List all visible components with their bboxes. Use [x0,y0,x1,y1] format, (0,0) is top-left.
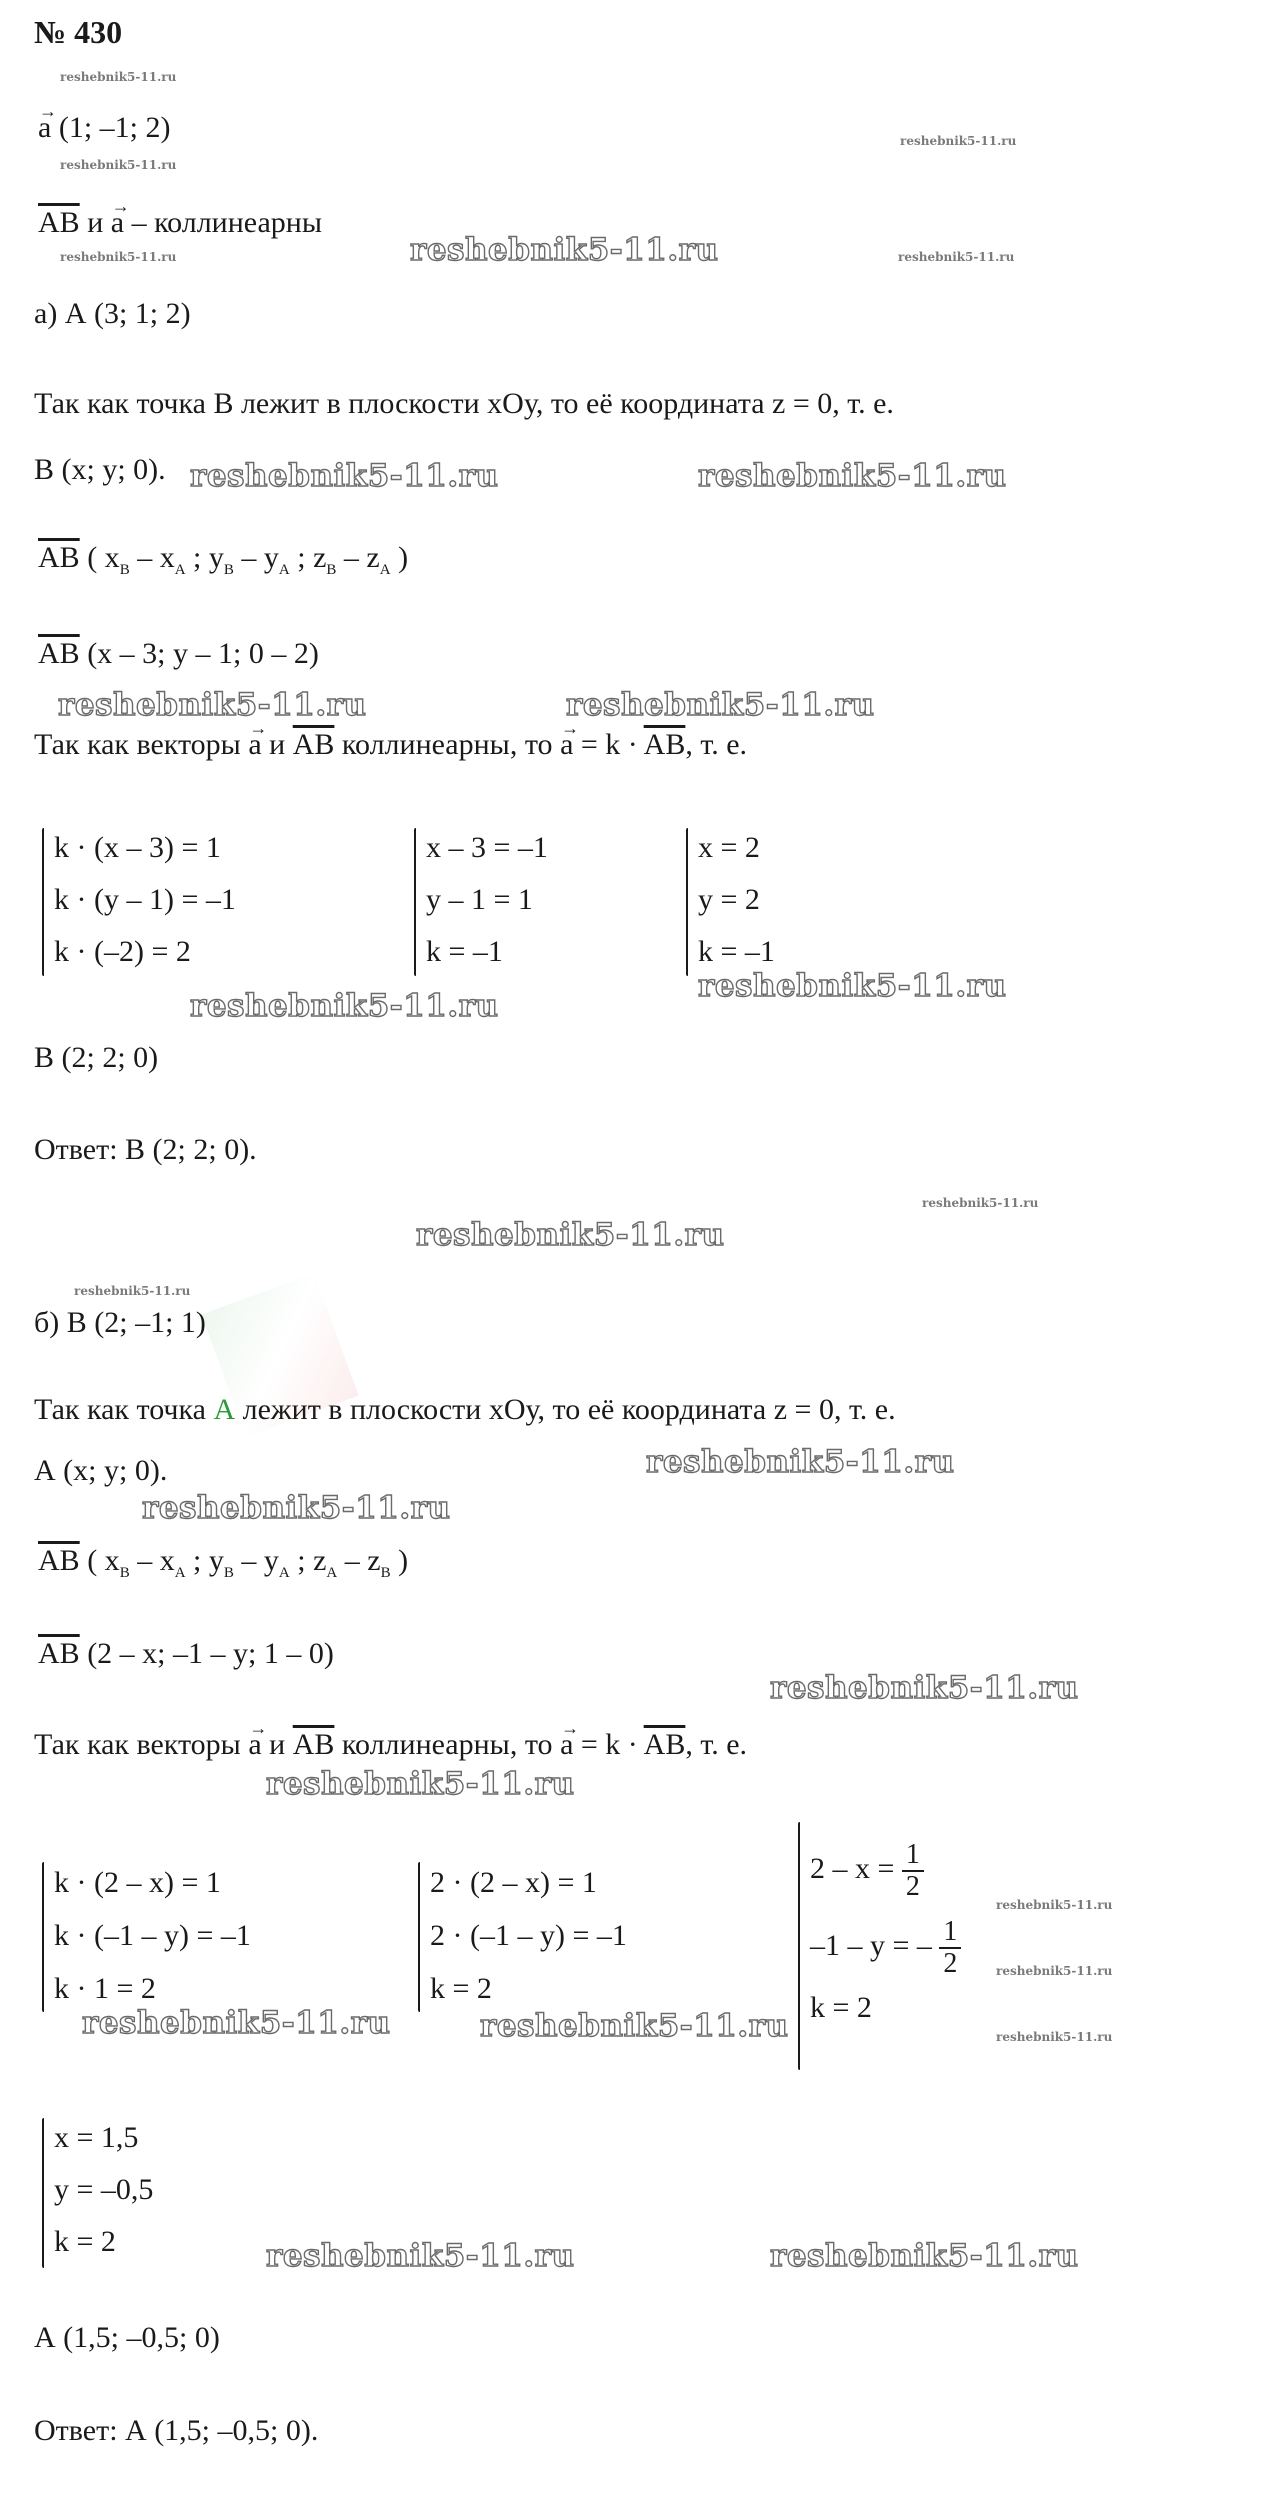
collinear-mid: коллинеарны, то [341,728,553,761]
vector-ab-symbol: $\overline{AB}$ [38,206,80,239]
sub-b: В [119,562,130,578]
watermark: reshebnik5-11.ru [922,1196,1039,1210]
system3-row1 [810,1840,924,1902]
watermark: reshebnik5-11.ru [698,458,1007,494]
collinear-mid: коллинеарны, то [341,1728,553,1761]
system3-row3: k = –1 [698,935,775,968]
and-word: и [269,728,286,761]
system2-row2: y – 1 = 1 [426,883,533,916]
collinear-pre: Так как векторы [34,1728,241,1761]
watermark: reshebnik5-11.ru [60,70,177,84]
system2-row3: k = –1 [426,935,503,968]
vector-ab-symbol: $\overline{AB}$ [38,1637,80,1670]
part-a-ab-formula: $\overline{AB}$ ( $x_В - x_А$ ; $y_В - y_А$ ; $z_В - z_А$ ) [38,541,409,578]
watermark: reshebnik5-11.ru [410,232,719,268]
part-b-ab-formula: $\overline{AB}$ ( $x_В - x_А$ ; $y_В - y_А$ ; $z_А - z_В$ ) [38,1544,409,1581]
system2-row3: k = 2 [430,1972,492,2005]
sub-a: А [278,1565,290,1581]
watermark: reshebnik5-11.ru [770,1670,1079,1706]
watermark: reshebnik5-11.ru [898,250,1015,264]
system2-row1: 2 · (2 – x) = 1 [430,1866,597,1899]
fraction-numerator: 1 [902,1840,924,1872]
system-brace [414,828,416,976]
system-brace [42,2118,44,2268]
vector-ab-symbol: $\overline{AB}$ [643,1728,686,1761]
part-a-label: а) А (3; 1; 2) [34,297,191,330]
watermark: reshebnik5-11.ru [698,968,1007,1004]
part-b-text1 [34,1392,896,1428]
text1-point: А [213,1393,236,1426]
ab-values: (2 – x; –1 – y; 1 – 0) [87,1637,334,1670]
vector-ab-symbol: $\overline{AB}$ [292,1728,335,1761]
vector-ab-symbol: $\overline{AB}$ [643,728,686,761]
system4-row3: k = 2 [54,2225,116,2258]
system3-row2 [810,1917,961,1979]
text1-pre: Так как точка [34,1393,206,1426]
and-word: и [87,206,104,239]
part-b-answer: Ответ: А (1,5; –0,5; 0). [34,2414,319,2447]
watermark: reshebnik5-11.ru [60,158,177,172]
watermark: reshebnik5-11.ru [566,687,875,723]
watermark: reshebnik5-11.ru [480,2008,789,2044]
watermark: reshebnik5-11.ru [996,1964,1113,1978]
text1-post: лежит в плоскости хОу, то её координата z = 0, т. е. [242,1393,896,1426]
part-b-result: А (1,5; –0,5; 0) [34,2321,220,2354]
sub-b: В [326,562,337,578]
system3-row3: k = 2 [810,1991,872,2024]
watermark: reshebnik5-11.ru [770,2238,1079,2274]
watermark: reshebnik5-11.ru [266,1766,575,1802]
vector-ab-symbol: $\overline{AB}$ [38,637,80,670]
watermark: reshebnik5-11.ru [416,1217,725,1253]
watermark: reshebnik5-11.ru [74,1284,191,1298]
system4-row1: x = 1,5 [54,2121,139,2154]
collinear-post: , т. е. [685,1728,748,1761]
ab-values: (x – 3; y – 1; 0 – 2) [87,637,319,670]
watermark: reshebnik5-11.ru [266,2238,575,2274]
vector-a-symbol: → a [248,727,261,763]
system2-row1: x – 3 = –1 [426,831,548,864]
system1-row3: k · (–2) = 2 [54,935,191,968]
system-brace [798,1822,800,2070]
sub-b: В [223,1565,234,1581]
watermark: reshebnik5-11.ru [142,1490,451,1526]
system3-row1: x = 2 [698,831,760,864]
system1-row2: k · (y – 1) = –1 [54,883,236,916]
row2-left: –1 – y = – [810,1928,932,1962]
sub-a: А [174,562,186,578]
system3-row2: y = 2 [698,883,760,916]
system1-row1: k · (x – 3) = 1 [54,831,221,864]
collinear-eq: = k · [580,1728,638,1761]
sub-b: В [223,562,234,578]
fraction-numerator: 1 [939,1917,961,1949]
sub-a: А [174,1565,186,1581]
part-a-result: В (2; 2; 0) [34,1041,159,1074]
fraction [939,1917,961,1979]
system2-row2: 2 · (–1 – y) = –1 [430,1919,627,1952]
part-b-collinear-line [34,1727,747,1763]
sub-a: А [326,1565,338,1581]
watermark: reshebnik5-11.ru [190,988,499,1024]
system1-row3: k · 1 = 2 [54,1972,156,2005]
collinear-pre: Так как векторы [34,728,241,761]
watermark: reshebnik5-11.ru [996,2030,1113,2044]
watermark: reshebnik5-11.ru [646,1444,955,1480]
vector-a-coords: (1; –1; 2) [58,111,171,144]
collinear-eq: = k · [580,728,638,761]
watermark: reshebnik5-11.ru [996,1898,1113,1912]
part-a-ab-values [38,636,319,672]
collinear-word: – коллинеарны [131,206,322,239]
vector-a-symbol: → a [560,1727,573,1763]
system4-row2: y = –0,5 [54,2173,154,2206]
sub-a: А [379,562,391,578]
vector-a-symbol: → a [111,205,124,241]
part-a-collinear-line [34,727,747,763]
given-vector-a [38,110,170,146]
part-a-text2: В (x; y; 0). [34,453,166,486]
system-brace [42,828,44,976]
sub-b: В [119,1565,130,1581]
sub-b: В [380,1565,391,1581]
watermark: reshebnik5-11.ru [82,2005,391,2041]
watermark: reshebnik5-11.ru [60,250,177,264]
problem-number: № 430 [34,14,123,50]
sub-a: А [278,562,290,578]
collinear-post: , т. е. [685,728,748,761]
fraction-denominator: 2 [905,1871,920,1902]
row1-left: 2 – x = [810,1851,895,1885]
system1-row1: k · (2 – x) = 1 [54,1866,221,1899]
system-brace [418,1862,420,2012]
vector-a-symbol: → a [560,727,573,763]
watermark: reshebnik5-11.ru [190,458,499,494]
and-word: и [269,1728,286,1761]
system1-row2: k · (–1 – y) = –1 [54,1919,251,1952]
vector-ab-symbol: $\overline{AB}$ [38,541,80,574]
vector-a-symbol: → a [38,110,51,146]
watermark: reshebnik5-11.ru [900,134,1017,148]
vector-ab-symbol: $\overline{AB}$ [292,728,335,761]
part-b-text2: А (x; y; 0). [34,1454,168,1487]
system-brace [686,828,688,976]
vector-a-symbol: → a [248,1727,261,1763]
watermark: reshebnik5-11.ru [58,687,367,723]
part-a-text1: Так как точка В лежит в плоскости хОу, то её координата z = 0, т. е. [34,387,894,420]
part-b-label: б) В (2; –1; 1) [34,1306,206,1339]
fraction-denominator: 2 [943,1948,958,1979]
given-collinear [38,205,322,241]
part-b-ab-values [38,1636,334,1672]
system-brace [42,1862,44,2012]
fraction [902,1840,924,1902]
part-a-answer: Ответ: В (2; 2; 0). [34,1133,257,1166]
vector-ab-symbol: $\overline{AB}$ [38,1544,80,1577]
